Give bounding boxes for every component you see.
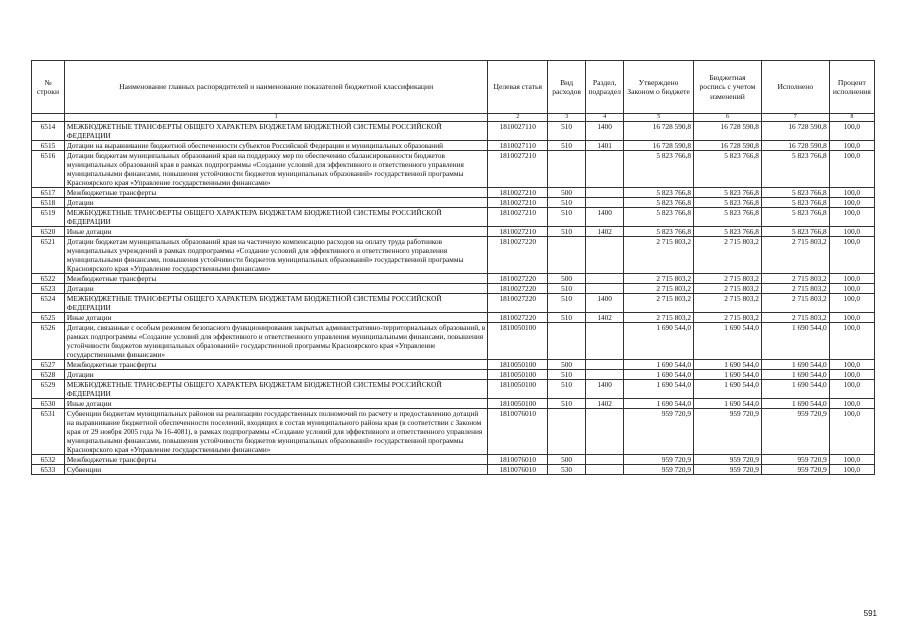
row-vid: 510 (548, 284, 586, 294)
row-percent: 100,0 (829, 122, 874, 141)
row-executed: 5 823 766,8 (761, 208, 829, 227)
row-percent: 100,0 (829, 313, 874, 323)
row-executed: 959 720,9 (761, 455, 829, 465)
row-target: 1810027220 (488, 294, 548, 313)
row-name: МЕЖБЮДЖЕТНЫЕ ТРАНСФЕРТЫ ОБЩЕГО ХАРАКТЕРА БЮДЖЕТАМ БЮДЖЕТНОЙ СИСТЕМЫ РОССИЙСКОЙ ФЕДЕРАЦИИ (64, 294, 488, 313)
row-vid: 510 (548, 294, 586, 313)
column-number: 2 (488, 114, 548, 122)
table-row (32, 465, 875, 475)
row-percent: 100,0 (829, 360, 874, 370)
row-name: Дотации бюджетам муниципальных образований края на частичную компенсацию расходов на оплату труда работников муниципальных учреждений в рамках подпрограммы «Создание условий для эффективного и ответственного управления муниципальными финансами, повышения устойчивости бюджетов муниципальных образований» государственной программы Красноярского края «Управление государственными финансами» (64, 237, 488, 274)
row-razdel: 1400 (586, 380, 624, 399)
row-schedule: 2 715 803,2 (694, 284, 762, 294)
row-razdel (586, 465, 624, 475)
row-schedule: 1 690 544,0 (694, 323, 762, 360)
row-approved: 2 715 803,2 (624, 237, 694, 274)
row-name: Межбюджетные трансферты (64, 274, 488, 284)
row-schedule: 16 728 590,8 (694, 141, 762, 151)
row-approved: 5 823 766,8 (624, 188, 694, 198)
row-percent: 100,0 (829, 274, 874, 284)
row-executed: 16 728 590,8 (761, 141, 829, 151)
row-razdel: 1402 (586, 313, 624, 323)
row-name: МЕЖБЮДЖЕТНЫЕ ТРАНСФЕРТЫ ОБЩЕГО ХАРАКТЕРА БЮДЖЕТАМ БЮДЖЕТНОЙ СИСТЕМЫ РОССИЙСКОЙ ФЕДЕРАЦИИ (64, 380, 488, 399)
row-approved: 5 823 766,8 (624, 227, 694, 237)
row-target: 1810027220 (488, 284, 548, 294)
row-schedule: 2 715 803,2 (694, 313, 762, 323)
row-name: Дотации на выравнивание бюджетной обеспеченности субъектов Российской Федерации и муниципальных образований (64, 141, 488, 151)
row-name: Дотации (64, 284, 488, 294)
row-number: 6533 (32, 465, 65, 475)
row-executed: 5 823 766,8 (761, 188, 829, 198)
table-row (32, 323, 875, 360)
row-executed: 1 690 544,0 (761, 323, 829, 360)
row-approved: 959 720,9 (624, 409, 694, 455)
row-number: 6522 (32, 274, 65, 284)
row-percent: 100,0 (829, 208, 874, 227)
row-number: 6519 (32, 208, 65, 227)
row-approved: 1 690 544,0 (624, 323, 694, 360)
row-target: 1810027220 (488, 313, 548, 323)
row-percent: 100,0 (829, 188, 874, 198)
row-target: 1810076010 (488, 465, 548, 475)
table-row (32, 151, 875, 188)
row-vid: 500 (548, 455, 586, 465)
row-vid: 500 (548, 360, 586, 370)
column-number: 3 (548, 114, 586, 122)
row-target: 1810027210 (488, 188, 548, 198)
row-razdel: 1402 (586, 399, 624, 409)
row-percent: 100,0 (829, 455, 874, 465)
row-executed: 2 715 803,2 (761, 313, 829, 323)
row-approved: 16 728 590,8 (624, 141, 694, 151)
row-number: 6530 (32, 399, 65, 409)
row-executed: 5 823 766,8 (761, 227, 829, 237)
row-name: Межбюджетные трансферты (64, 188, 488, 198)
column-number: 1 (64, 114, 488, 122)
row-target: 1810027220 (488, 274, 548, 284)
table-row (32, 141, 875, 151)
row-razdel: 1400 (586, 122, 624, 141)
row-percent: 100,0 (829, 380, 874, 399)
column-number: 5 (624, 114, 694, 122)
row-approved: 2 715 803,2 (624, 284, 694, 294)
table-row (32, 455, 875, 465)
row-name: МЕЖБЮДЖЕТНЫЕ ТРАНСФЕРТЫ ОБЩЕГО ХАРАКТЕРА БЮДЖЕТАМ БЮДЖЕТНОЙ СИСТЕМЫ РОССИЙСКОЙ ФЕДЕРАЦИИ (64, 208, 488, 227)
row-schedule: 1 690 544,0 (694, 399, 762, 409)
row-vid: 510 (548, 141, 586, 151)
row-approved: 5 823 766,8 (624, 208, 694, 227)
row-percent: 100,0 (829, 370, 874, 380)
header-approved: Утверждено Законом о бюджете (624, 61, 694, 114)
table-row (32, 188, 875, 198)
row-razdel (586, 151, 624, 188)
row-percent: 100,0 (829, 294, 874, 313)
row-percent: 100,0 (829, 141, 874, 151)
row-name: Межбюджетные трансферты (64, 455, 488, 465)
row-approved: 1 690 544,0 (624, 399, 694, 409)
table-row (32, 409, 875, 455)
row-executed: 5 823 766,8 (761, 198, 829, 208)
row-razdel (586, 274, 624, 284)
row-percent: 100,0 (829, 198, 874, 208)
row-vid (548, 323, 586, 360)
row-razdel (586, 370, 624, 380)
row-vid: 510 (548, 399, 586, 409)
row-executed: 5 823 766,8 (761, 151, 829, 188)
row-vid: 530 (548, 465, 586, 475)
row-vid: 500 (548, 274, 586, 284)
row-schedule: 959 720,9 (694, 409, 762, 455)
row-name: Иные дотации (64, 399, 488, 409)
row-razdel: 1401 (586, 141, 624, 151)
header-target: Целевая статья (488, 61, 548, 114)
table-row (32, 360, 875, 370)
row-razdel (586, 323, 624, 360)
row-percent: 100,0 (829, 227, 874, 237)
row-executed: 1 690 544,0 (761, 370, 829, 380)
header-name: Наименование главных распорядителей и наименование показателей бюджетной классификации (64, 61, 488, 114)
row-number: 6517 (32, 188, 65, 198)
table-row (32, 274, 875, 284)
row-percent: 100,0 (829, 237, 874, 274)
row-schedule: 2 715 803,2 (694, 274, 762, 284)
row-percent: 100,0 (829, 399, 874, 409)
row-schedule: 16 728 590,8 (694, 122, 762, 141)
row-schedule: 959 720,9 (694, 465, 762, 475)
row-schedule: 5 823 766,8 (694, 208, 762, 227)
row-schedule: 5 823 766,8 (694, 198, 762, 208)
row-vid (548, 151, 586, 188)
row-executed: 2 715 803,2 (761, 294, 829, 313)
row-name: Иные дотации (64, 313, 488, 323)
row-number: 6531 (32, 409, 65, 455)
row-vid: 510 (548, 208, 586, 227)
row-approved: 2 715 803,2 (624, 274, 694, 284)
column-number: 4 (586, 114, 624, 122)
row-schedule: 5 823 766,8 (694, 151, 762, 188)
table-row (32, 380, 875, 399)
header-percent: Процент исполнения (829, 61, 874, 114)
row-razdel: 1402 (586, 227, 624, 237)
table-body (32, 122, 875, 475)
table-row (32, 237, 875, 274)
row-percent: 100,0 (829, 151, 874, 188)
row-target: 1810027210 (488, 151, 548, 188)
row-approved: 959 720,9 (624, 465, 694, 475)
row-vid: 510 (548, 370, 586, 380)
column-number-row (32, 114, 875, 122)
row-name: Межбюджетные трансферты (64, 360, 488, 370)
row-razdel (586, 360, 624, 370)
row-name: МЕЖБЮДЖЕТНЫЕ ТРАНСФЕРТЫ ОБЩЕГО ХАРАКТЕРА БЮДЖЕТАМ БЮДЖЕТНОЙ СИСТЕМЫ РОССИЙСКОЙ ФЕДЕРАЦИИ (64, 122, 488, 141)
row-target: 1810050100 (488, 370, 548, 380)
row-razdel (586, 455, 624, 465)
row-target: 1810027210 (488, 208, 548, 227)
row-number: 6515 (32, 141, 65, 151)
table-row (32, 198, 875, 208)
row-executed: 2 715 803,2 (761, 237, 829, 274)
row-vid: 510 (548, 227, 586, 237)
row-target: 1810076010 (488, 409, 548, 455)
table-row (32, 284, 875, 294)
row-number: 6516 (32, 151, 65, 188)
row-approved: 5 823 766,8 (624, 151, 694, 188)
row-schedule: 1 690 544,0 (694, 370, 762, 380)
row-percent: 100,0 (829, 323, 874, 360)
row-percent: 100,0 (829, 284, 874, 294)
row-vid: 500 (548, 188, 586, 198)
table-row (32, 227, 875, 237)
row-executed: 1 690 544,0 (761, 360, 829, 370)
row-number: 6527 (32, 360, 65, 370)
page-number: 591 (863, 609, 877, 618)
row-number: 6518 (32, 198, 65, 208)
row-schedule: 5 823 766,8 (694, 188, 762, 198)
row-target: 1810027210 (488, 227, 548, 237)
row-target: 1810050100 (488, 380, 548, 399)
row-razdel (586, 409, 624, 455)
row-executed: 16 728 590,8 (761, 122, 829, 141)
header-razdel: Раздел, подраздел (586, 61, 624, 114)
row-approved: 1 690 544,0 (624, 360, 694, 370)
table-row (32, 370, 875, 380)
row-percent: 100,0 (829, 465, 874, 475)
row-executed: 1 690 544,0 (761, 380, 829, 399)
row-number: 6523 (32, 284, 65, 294)
row-schedule: 959 720,9 (694, 455, 762, 465)
row-vid: 510 (548, 313, 586, 323)
row-name: Иные дотации (64, 227, 488, 237)
row-number: 6525 (32, 313, 65, 323)
row-vid: 510 (548, 122, 586, 141)
table-row (32, 208, 875, 227)
row-executed: 2 715 803,2 (761, 284, 829, 294)
column-number: 8 (829, 114, 874, 122)
row-number: 6529 (32, 380, 65, 399)
row-name: Дотации бюджетам муниципальных образований края на поддержку мер по обеспечению сбалансированности бюджетов муниципальных образований края в рамках подпрограммы «Создание условий для эффективного и ответственного управления муниципальными финансами, повышения устойчивости бюджетов муниципальных образований» государственной программы Красноярского края «Управление государственными финансами» (64, 151, 488, 188)
row-target: 1810050100 (488, 360, 548, 370)
row-approved: 1 690 544,0 (624, 380, 694, 399)
row-razdel: 1400 (586, 294, 624, 313)
header-vid: Вид расходов (548, 61, 586, 114)
row-target: 1810050100 (488, 399, 548, 409)
row-number: 6520 (32, 227, 65, 237)
header-schedule: Бюджетная роспись с учетом изменений (694, 61, 762, 114)
row-executed: 2 715 803,2 (761, 274, 829, 284)
row-target: 1810076010 (488, 455, 548, 465)
row-percent: 100,0 (829, 409, 874, 455)
row-name: Дотации (64, 370, 488, 380)
row-number: 6526 (32, 323, 65, 360)
row-name: Субвенции (64, 465, 488, 475)
row-razdel (586, 188, 624, 198)
row-name: Дотации, связанные с особым режимом безопасного функционирования закрытых административно-территориальных образований, в рамках подпрограммы «Создание условий для эффективного и ответственного управления муниципальными финансами, повышения устойчивости бюджетов муниципальных образований» государственной программы Красноярского края «Управление государственными финансами» (64, 323, 488, 360)
table-row (32, 313, 875, 323)
header-executed: Исполнено (761, 61, 829, 114)
row-approved: 2 715 803,2 (624, 294, 694, 313)
header-row (32, 61, 875, 114)
column-number (32, 114, 65, 122)
header-row-no: № строки (32, 61, 65, 114)
table-row (32, 399, 875, 409)
row-target: 1810027110 (488, 122, 548, 141)
row-name: Субвенции бюджетам муниципальных районов на реализацию государственных полномочий по расчету и предоставлению дотаций на выравнивание бюджетной обеспеченности поселений, входящих в состав муниципального района края (в соответствии с Законом края от 29 ноября 2005 года № 16-4081), в рамках подпрограммы «Создание условий для эффективного и ответственного управления муниципальными финансами, повышения устойчивости бюджетов муниципальных образований» государственной программы Красноярского края «Управление государственными финансами» (64, 409, 488, 455)
row-razdel (586, 198, 624, 208)
budget-table (31, 60, 875, 475)
row-razdel (586, 284, 624, 294)
row-target: 1810027210 (488, 198, 548, 208)
table-row (32, 294, 875, 313)
row-target: 1810027110 (488, 141, 548, 151)
row-approved: 16 728 590,8 (624, 122, 694, 141)
table-row (32, 122, 875, 141)
row-name: Дотации (64, 198, 488, 208)
row-approved: 959 720,9 (624, 455, 694, 465)
row-executed: 1 690 544,0 (761, 399, 829, 409)
row-razdel: 1400 (586, 208, 624, 227)
row-schedule: 1 690 544,0 (694, 360, 762, 370)
row-razdel (586, 237, 624, 274)
row-schedule: 5 823 766,8 (694, 227, 762, 237)
column-number: 7 (761, 114, 829, 122)
row-number: 6514 (32, 122, 65, 141)
row-number: 6532 (32, 455, 65, 465)
row-executed: 959 720,9 (761, 465, 829, 475)
row-approved: 1 690 544,0 (624, 370, 694, 380)
row-schedule: 2 715 803,2 (694, 237, 762, 274)
column-number: 6 (694, 114, 762, 122)
row-number: 6528 (32, 370, 65, 380)
row-executed: 959 720,9 (761, 409, 829, 455)
row-number: 6524 (32, 294, 65, 313)
row-schedule: 1 690 544,0 (694, 380, 762, 399)
row-target: 1810027220 (488, 237, 548, 274)
row-vid (548, 409, 586, 455)
row-approved: 5 823 766,8 (624, 198, 694, 208)
row-approved: 2 715 803,2 (624, 313, 694, 323)
row-target: 1810050100 (488, 323, 548, 360)
row-number: 6521 (32, 237, 65, 274)
row-vid: 510 (548, 198, 586, 208)
row-vid (548, 237, 586, 274)
row-vid: 510 (548, 380, 586, 399)
row-schedule: 2 715 803,2 (694, 294, 762, 313)
